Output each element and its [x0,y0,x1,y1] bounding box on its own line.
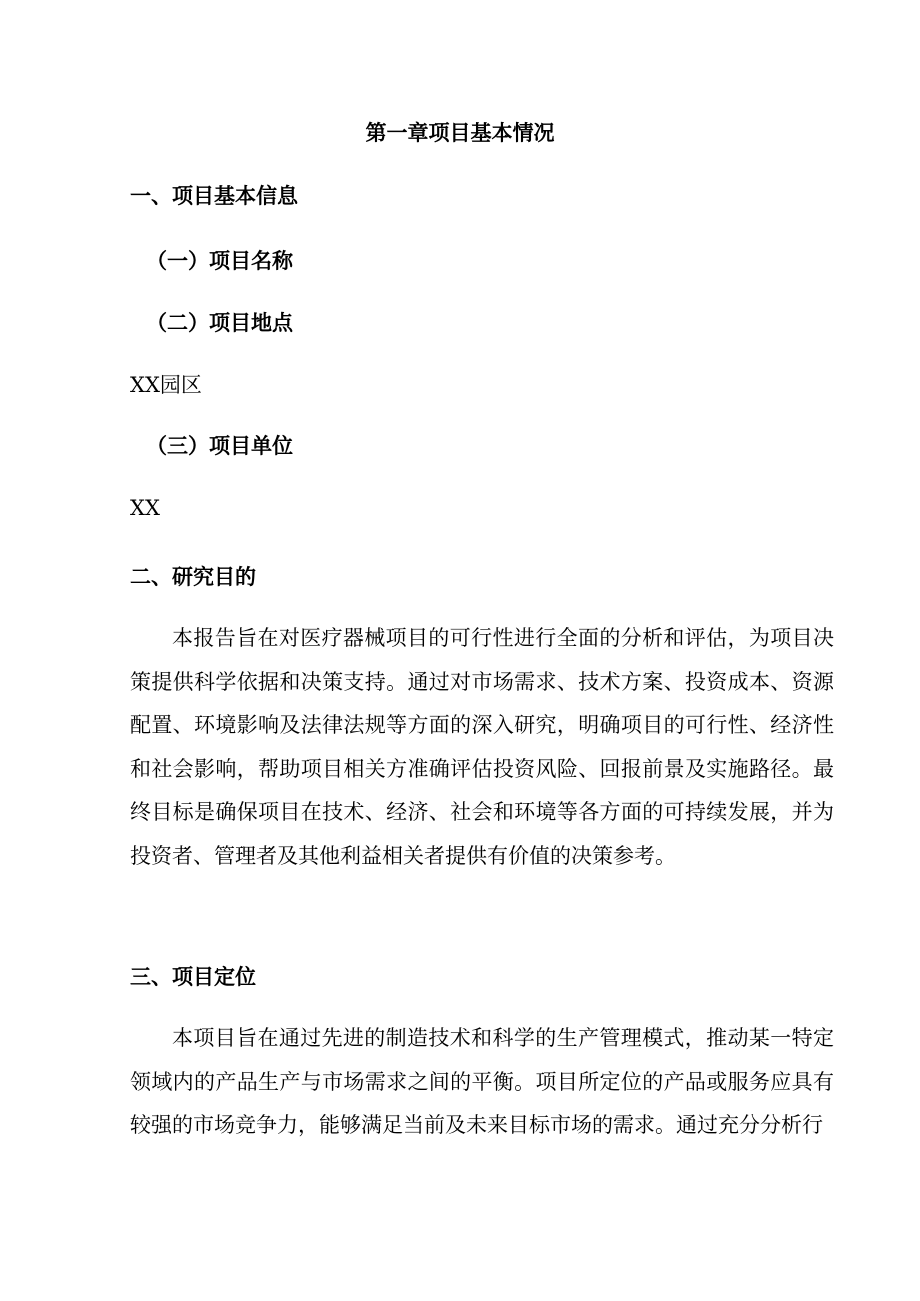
subheading-project-name: （一）项目名称 [146,248,293,273]
section-heading-positioning: 三、项目定位 [130,964,256,989]
positioning-paragraph: 本项目旨在通过先进的制造技术和科学的生产管理模式，推动某一特定领域内的产品生产与市场需求之间的平衡。项目所定位的产品或服务应具有较强的市场竞争力，能够满足当前及未来目标市场的需求。通过充分分析行 [130,1026,834,1138]
chapter-title: 第一章项目基本情况 [365,120,555,145]
project-location-value: XX园区 [130,373,202,397]
subheading-project-unit: （三）项目单位 [146,433,293,458]
purpose-paragraph: 本报告旨在对医疗器械项目的可行性进行全面的分析和评估，为项目决策提供科学依据和决策支持。通过对市场需求、技术方案、投资成本、资源配置、环境影响及法律法规等方面的深入研究，明确项目的可行性、经济性和社会影响，帮助项目相关方准确评估投资风险、回报前景及实施路径。最终目标是确保项目在技术、经济、社会和环境等各方面的可持续发展，并为投资者、管理者及其他利益相关者提供有价值的决策参考。 [130,626,834,868]
subheading-project-location: （二）项目地点 [146,310,293,335]
section-heading-basic-info: 一、项目基本信息 [130,183,298,208]
project-unit-value: XX [130,496,160,520]
section-heading-purpose: 二、研究目的 [130,564,256,589]
